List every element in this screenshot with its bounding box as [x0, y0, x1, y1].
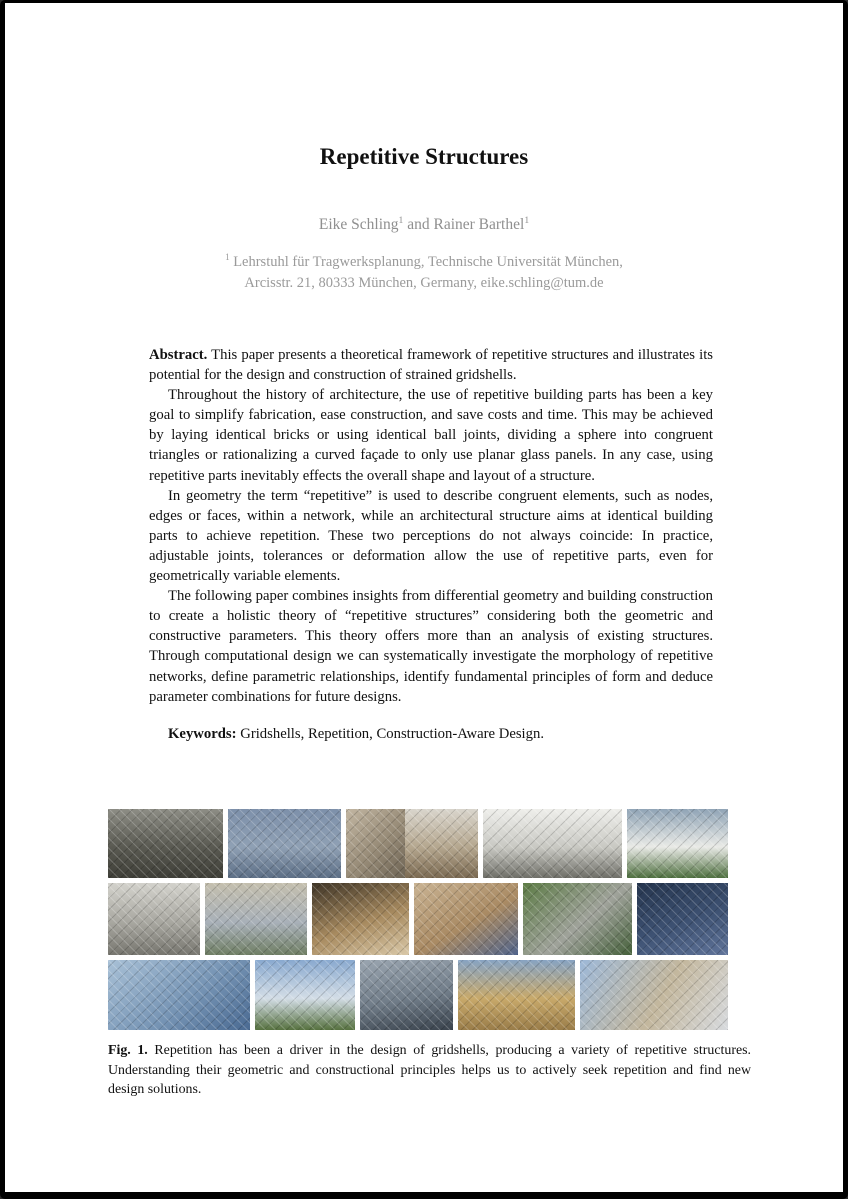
- keywords-line: Keywords: Gridshells, Repetition, Construction-Aware Design.: [168, 725, 544, 742]
- figure-caption: Fig. 1. Repetition has been a driver in the design of gridshells, producing a variety of repetitive structures. Understanding their geometric and constructional principles helps us to actively seek repetition and find new design solutions.: [108, 1043, 752, 1097]
- photo-bw-gridshell-construction: [108, 809, 223, 878]
- abstract-paragraph-1: Abstract. This paper presents a theoretical framework of repetitive structures and illustrates its potential for the design and construction of strained gridshells.: [149, 347, 713, 384]
- photo-steel-glass-detail: [360, 960, 454, 1030]
- authors-conjunction: and: [403, 216, 434, 233]
- affiliation: [5, 252, 843, 294]
- abstract-label: Abstract.: [149, 347, 208, 363]
- authors-line: [5, 216, 843, 234]
- photo-timber-gridshell-interior: [312, 883, 409, 955]
- author-2: Rainer Barthel: [433, 216, 525, 233]
- photo-glass-facade-grid: [637, 883, 728, 955]
- author-1: Eike Schling: [318, 216, 399, 233]
- abstract-block: [149, 345, 713, 744]
- photo-glass-shell-building: [108, 960, 250, 1030]
- figure-row-3: [108, 960, 728, 1030]
- abstract-paragraph-4: The following paper combines insights from differential geometry and building construction to create a holistic theory of “repetitive structures” considering both the geometric and constructive parameters. This theory offers more than an analysis of existing structures. Through computational design we can systematically investigate the morphology of repetitive networks, define parametric relationships, identify fundamental principles of form and deduce parameter combinations for future designs.: [149, 588, 713, 705]
- affiliation-line-2: Arcisstr. 21, 80333 München, Germany, eike.schling@tum.de: [244, 275, 604, 291]
- photo-bw-cablenet-construction: [108, 883, 200, 955]
- photo-steel-canopy-fan: [580, 960, 728, 1030]
- figure-row-1: [108, 809, 728, 878]
- photo-bw-dome-construction: [483, 809, 622, 878]
- photo-steel-lattice-tower: [228, 809, 341, 878]
- photo-glass-domes-aerial: [523, 883, 632, 955]
- keywords-label: Keywords:: [168, 725, 237, 742]
- author-1-superscript: 1: [398, 214, 404, 226]
- abstract-paragraph-3: In geometry the term “repetitive” is used to describe congruent elements, such as nodes, edges or faces, within a network, while an architectural structure aims at identical building parts to achieve repetition. These two perceptions do not always coincide: In practice, adjustable joints, tolerances or deformation allow the use of repetitive parts, even for geometrically variable elements.: [149, 487, 713, 585]
- photo-glass-sails-structure: [255, 960, 355, 1030]
- author-2-superscript: 1: [524, 214, 530, 226]
- figure-row-2: [108, 883, 728, 955]
- photo-gridshell-roof-aerial: [414, 883, 518, 955]
- affiliation-superscript: 1: [225, 252, 230, 263]
- photo-woven-texture-closeup: [346, 809, 405, 878]
- page-title: Repetitive Structures: [319, 144, 529, 169]
- photo-white-geodesic-dome: [627, 809, 728, 878]
- figure-montage: [108, 809, 728, 1035]
- figure-caption-label: Fig. 1.: [108, 1043, 148, 1058]
- photo-woven-diagrid-facade: [458, 960, 575, 1030]
- affiliation-line-1: $^1$ Lehrstuhl für Tragwerksplanung, Technische Universität München,: [225, 252, 623, 270]
- photo-olympic-cablenet-roof: [205, 883, 307, 955]
- photo-timber-grid-roof: [405, 809, 479, 878]
- abstract-paragraph-2: Throughout the history of architecture, the use of repetitive building parts has been a key goal to simplify fabrication, ease construction, and save costs and time. This may be achieved by laying identical bricks or using identical ball joints, dividing a sphere into congruent triangles or rationalizing a curved façade to only use planar glass panels. In any case, using repetitive parts inevitably effects the overall shape and layout of a structure.: [149, 387, 713, 484]
